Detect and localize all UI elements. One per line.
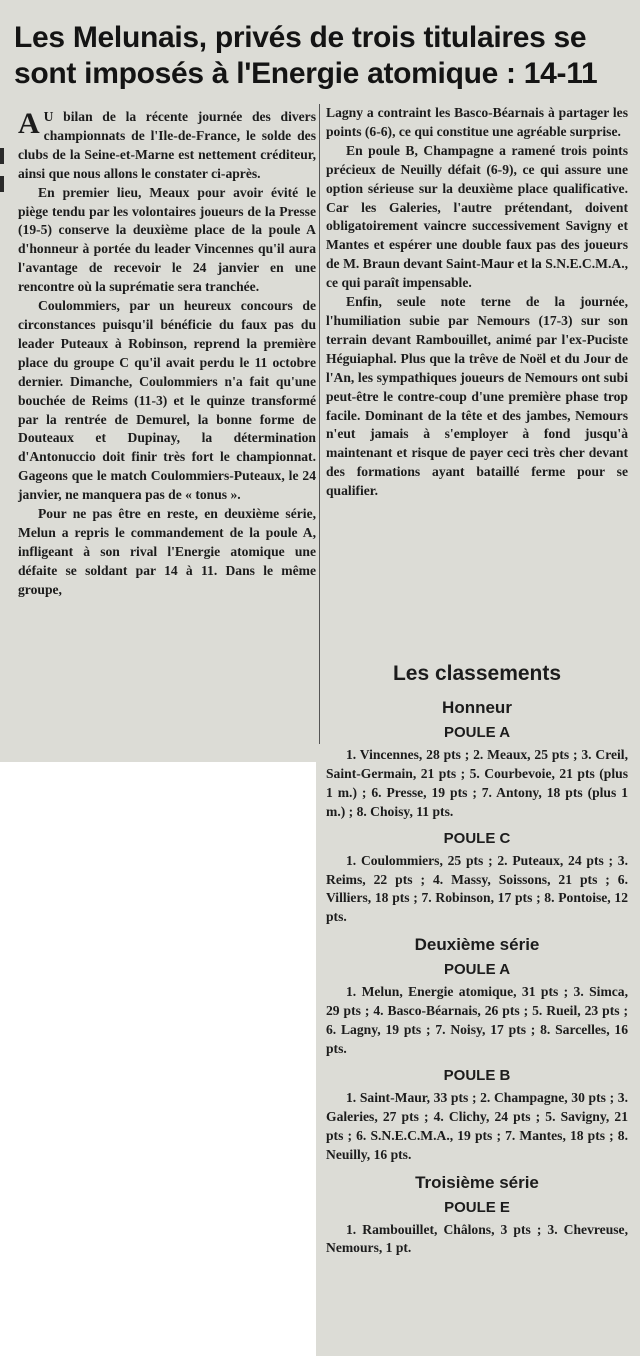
column-divider [319,104,320,744]
pool-title: POULE E [444,1198,510,1216]
division-title-deuxieme: Deuxième série [414,935,540,955]
pool-title: POULE A [443,724,511,741]
division-title-honneur: Honneur [442,698,512,717]
margin-mark [0,148,4,164]
drop-cap: A [18,107,40,140]
pool-standings: 1. Saint-Maur, 33 pts ; 2. Champagne, 30 pts ; 3. Galeries, 27 pts ; 4. Clichy, 24 pts ; 5. Savigny, 21 pts ; 6. S.N.E.C.M.A., 19 pts ; 7. Mantes, 18 pts ; 8. Neuilly, 16 pts. [326,1089,628,1162]
pool-title: POULE B [443,1066,511,1084]
article-headline: Les Melunais, privés de trois titulaires se sont imposés à l'Energie atomique : 14-11 [14,21,598,90]
pool-standings: 1. Vincennes, 28 pts ; 2. Meaux, 25 pts ; 3. Creil, Saint-Germain, 21 pts ; 5. Courbevoie, 21 pts (plus 1 m.) ; 6. Presse, 19 pts ; 7. Antony, 18 pts (plus 1 m.) ; 8. Choisy, 11 pts. [326,747,628,819]
article-column-left [18,108,316,600]
article-paragraph: Coulommiers, par un heureux concours de circonstances puisqu'il bénéficie du faux pas du leader Puteaux à Robinson, reprend la première place du groupe C qu'il avait perdu le 11 octobre dernier. Dimanche, Coulommiers n'a fait qu'une bouchée de Reims (11-3) et le quinze transformé par la rentrée de Demurel, la bonne forme de Douteaux et Dupinay, la détermination d'Antonuccio doit finir très fort le championnat. Gageons que le match Coulommiers-Puteaux, le 24 janvier, ne manquera pas de « tonus ». [18,298,316,503]
margin-mark [0,176,4,192]
pool-standings: 1. Melun, Energie atomique, 31 pts ; 3. Simca, 29 pts ; 4. Basco-Béarnais, 26 pts ; 5. Rueil, 23 pts ; 6. Lagny, 19 pts ; 7. Noisy, 17 pts ; 8. Sarcelles, 16 pts. [326,984,628,1056]
lead-paragraph: A U bilan de la récente journée des divers championnats de l'Ile-de-France, le solde des clubs de la Seine-et-Marne est nettement créditeur, ainsi que nous allons le constater ci-après. [18,107,316,181]
article-column-right [326,104,628,501]
article-paragraph: Enfin, seule note terne de la journée, l'humiliation subie par Nemours (17-3) sur son terrain devant Rambouillet, animé par l'ex-Puciste Héguiaphal. Plus que la trêve de Noël et du Jour de l'An, les sympathiques joueurs de Nemours ont subi peut-être le contre-coup d'une première phase trop facile. Dominant de la tête et des jambes, Nemours n'eut jamais à s'employer à fond jusqu'à maintenant et risque de payer ceci très cher devant des formations ayant bataillé ferme pour se qualifier. [326,294,628,499]
division-title-troisieme: Troisième série [415,1172,539,1192]
article-paragraph: Lagny a contraint les Basco-Béarnais à partager les points (6-6), ce qui constitue une agréable surprise. [326,105,628,139]
pool-standings: 1. Rambouillet, Châlons, 3 pts ; 3. Chevreuse, Nemours, 1 pt. [326,1221,628,1256]
article-paragraph: En poule B, Champagne a ramené trois points précieux de Neuilly défait (6-9), ce qui assure une option sérieuse sur la deuxième place qualificative. Car les Galeries, l'autre prétendant, doivent obligatoirement vaincre successivement Savigny et Mantes et espérer une double faux pas des joueurs de M. Braun devant Saint-Maur et la S.N.E.C.M.A., ce qui paraît impensable. [326,142,628,291]
pool-standings: 1. Coulommiers, 25 pts ; 2. Puteaux, 24 pts ; 3. Reims, 22 pts ; 4. Massy, Soissons, 21 pts ; 6. Villiers, 18 pts ; 7. Robinson, 17 pts ; 8. Pontoise, 12 pts. [326,852,628,925]
rankings-title: Les classements [392,662,562,685]
article-paragraph: En premier lieu, Meaux pour avoir évité le piège tendu par les volontaires joueurs de la Presse (19-5) conserve la deuxième place de la poule A d'honneur à portée du leader Vincennes qu'il aura l'avantage de recevoir le 24 janvier en une rencontre où la suprématie sera tranchée. [18,184,316,295]
article-paragraph: Pour ne pas être en reste, en deuxième série, Melun a repris le commandement de la poule A, infligeant à son rival l'Energie atomique une défaite se soldant par 14 à 11. Dans le même groupe, [18,506,316,597]
rankings-section [326,660,628,1264]
pool-title: POULE A [443,961,511,979]
pool-title: POULE C [443,829,511,847]
